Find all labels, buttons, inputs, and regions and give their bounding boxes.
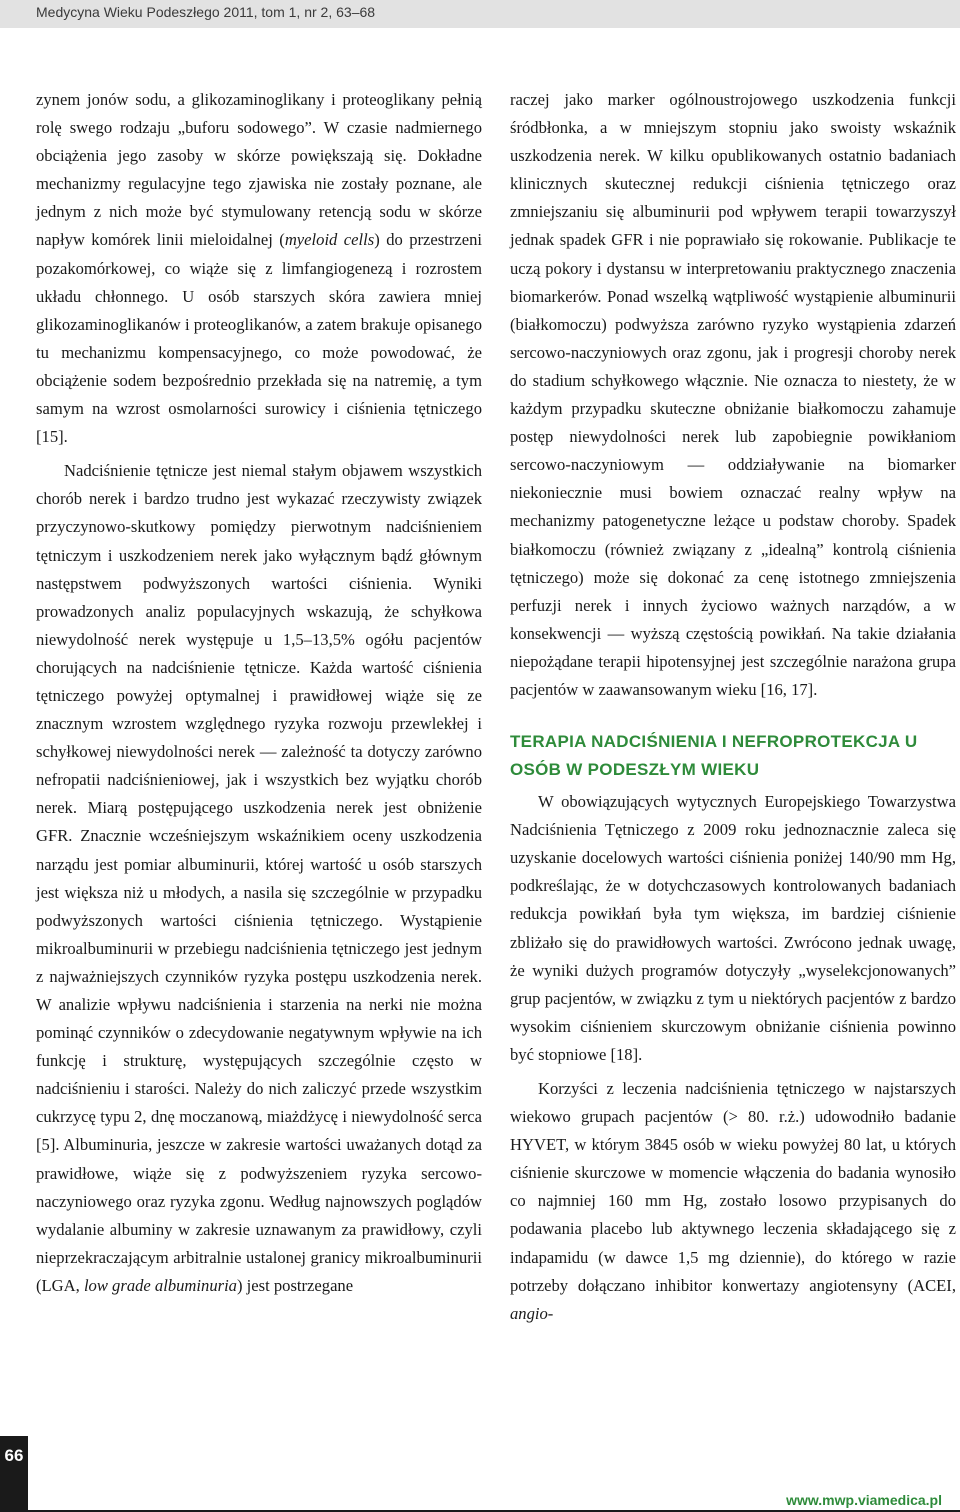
text-run: ) do przestrzeni pozakomórkowej, co wiąże się z limfangiogenezą i rozrostem układu chłonnego. U osób starszych skóra zawiera mniej glikozaminoglikanów i proteoglikanów, a zatem brakuje opisanego tu mechanizmu kompensacyjnego, co może powodować, że obciążenie sodem bezpośrednio przekłada się na natremię, a tym samym na wzrost osmolarności surowicy i ciśnienia tętniczego [15].	[36, 230, 483, 447]
right-paragraph-3	[510, 1075, 956, 1328]
text-run: Nadciśnienie tętnicze jest niemal stałym objawem wszystkich chorób nerek i bardzo trudno jest wykazać rzeczywisty związek przyczynowo-skutkowy pomiędzy pierwotnym nadciśnieniem tętniczym i uszkodzeniem nerek jako wyłącznym bądź głównym następstwem podwyższonych wartości ciśnienia. Wyniki prowadzonych analiz populacyjnych wskazują, że schyłkowa niewydolność nerek występuje u 1,5–13,5% ogółu pacjentów chorujących na nadciśnienie tętnicze. Każda wartość ciśnienia tętniczego powyżej optymalnej i prawidłowej wiąże się ze znacznym wzrostem względnego ryzyka rozwoju przewlekłej i schyłkowej niewydolności nerek — zależność ta dotyczy zarówno nefropatii nadciśnieniowej, jak i wszystkich bez wyjątku chorób nerek. Miarą postępującego uszkodzenia nerek jest obniżenie GFR. Znacznie wcześniejszym wskaźnikiem oceny uszkodzenia narządu jest pomiar albuminurii, której wartość u osób starszych jest większa niż u młodych, a nasila się szczególnie w przypadku podwyższonych wartości ciśnienia tętniczego. Wystąpienie mikroalbuminurii w przebiegu nadciśnienia tętniczego jest jednym z najważniejszych czynników ryzyka postępu uszkodzenia nerek. W analizie wpływu nadciśnienia i starzenia na nerki nie można pominąć czynników o zdecydowanie negatywnym wpływie na ich funkcję i strukturę, występujących szczególnie często w nadciśnieniu i starości. Należy do nich zaliczyć przede wszystkim cukrzycę typu 2, dnę moczanową, miażdżycę i niewydolność serca [5]. Albuminuria, jeszcze w zakresie wartości uważanych dotąd za prawidłowe, wiąże się z podwyższeniem ryzyka sercowo-naczyniowego oraz ryzyka zgonu. Według najnowszych poglądów wydalanie albuminy w zakresie uznawanym za prawidłowy, czyli nieprzekraczającym arbitralnie ustalonej granicy mikroalbuminurii (LGA,	[36, 461, 482, 1295]
section-heading: TERAPIA NADCIŚNIENIA I NEFROPROTEKCJA U OSÓB W PODESZŁYM WIEKU	[510, 732, 918, 780]
journal-url[interactable]: www.mwp.viamedica.pl	[786, 1492, 942, 1508]
text-run: ) jest postrzegane	[236, 1275, 354, 1295]
right-paragraph-2: W obowiązujących wytycznych Europejskiego Towarzystwa Nadciśnienia Tętniczego z 2009 roku jednoznacznie zaleca się uzyskanie docelowych wartości ciśnienia poniżej 140/90 mm Hg, podkreślając, że w dotychczasowych kontrolowanych badaniach redukcja powikłań była tym większa, im bardziej ciśnienie zbliżało się do prawidłowych wartości. Zwrócono jednak uwagę, że wyniki dużych programów dotyczyły „wyselekcjonowanych” grup pacjentów, w związku z tym u niektórych pacjentów z bardzo wysokim ciśnieniem skurczowym obniżanie ciśnienia powinno być stopniowe [18].	[510, 792, 956, 1064]
right-paragraph-1: raczej jako marker ogólnoustrojowego uszkodzenia funkcji śródbłonka, a w mniejszym stopniu jako swoisty wskaźnik uszkodzenia nerek. W kilku opublikowanych ostatnio badaniach klinicznych skutecznej redukcji ciśnienia tętniczego oraz zmniejszaniu się albuminurii pod wpływem terapii towarzyszył jednak spadek GFR i nie poprawiało się rokowanie. Publikacje te uczą pokory i dystansu w interpretowaniu praktycznego znaczenia biomarkerów. Ponad wszelką wątpliwość wystąpienie albuminurii (białkomoczu) podwyższa zarówno ryzyko wystąpienia zdarzeń sercowo-naczyniowych oraz zgonu, jak i progresji choroby nerek do stadium schyłkowego włącznie. Nie oznacza to niestety, że w każdym przypadku skuteczne obniżanie białkomoczu zahamuje postęp niewydolności nerek lub zapobiegnie powikłaniom sercowo-naczyniowym — oddziaływanie na biomarker niekoniecznie musi bowiem oznaczać realny wpływ na mechanizmy patogenetyczne leżące u podstaw choroby. Spadek białkomoczu (również związany z „idealną” kontrolą ciśnienia tętniczego) może się dokonać za cenę istotnego zmniejszenia perfuzji nerek i innych życiowo ważnych narządów, a w konsekwencji — wyższą częstością powikłań. Na takie działania niepożądane terapii hipotensyjnej jest szczególnie narażona grupa pacjentów w zaawansowanym wieku [16, 17].	[510, 90, 956, 699]
left-paragraph-1	[36, 86, 482, 451]
right-column	[510, 86, 956, 1328]
page-number: 66	[4, 1446, 24, 1465]
text-run: Korzyści z leczenia nadciśnienia tętniczego w najstarszych wiekowo grupach pacjentów (> 80. r.ż.) udowodniło badanie HYVET, w którym 3845 osób w wieku powyżej 80 lat, u których ciśnienie skurczowe w momencie włączenia do badania wynosiło co najmniej 160 mm Hg, zostało losowo przypisanych do podawania placebo lub aktywnego leczenia składającego się z indapamidu (w dawce 1,5 mg dziennie), do którego w razie potrzeby dołączano inhibitor konwertazy angiotensyny (ACEI,	[510, 1079, 956, 1295]
italic-term: low grade albuminuria	[83, 1275, 237, 1295]
page-number-box	[0, 1436, 28, 1512]
left-paragraph-2	[36, 457, 482, 1300]
journal-reference: Medycyna Wieku Podeszłego 2011, tom 1, nr 2, 63–68	[36, 4, 376, 20]
left-column	[36, 86, 482, 1300]
running-header-bar	[0, 0, 960, 28]
text-run: zynem jonów sodu, a glikozaminoglikany i proteoglikany pełnią rolę swego rodzaju „buforu sodowego”. W czasie nadmiernego obciążenia jego zasoby w skórze powiększają się. Dokładne mechanizmy regulacyjne tego zjawiska nie zostały poznane, ale jednym z nich może być stymulowany retencją sodu w skórze napływ komórek linii mieloidalnej (	[36, 90, 482, 250]
italic-term: myeloid cells	[284, 230, 375, 250]
italic-term: angio-	[510, 1303, 554, 1323]
